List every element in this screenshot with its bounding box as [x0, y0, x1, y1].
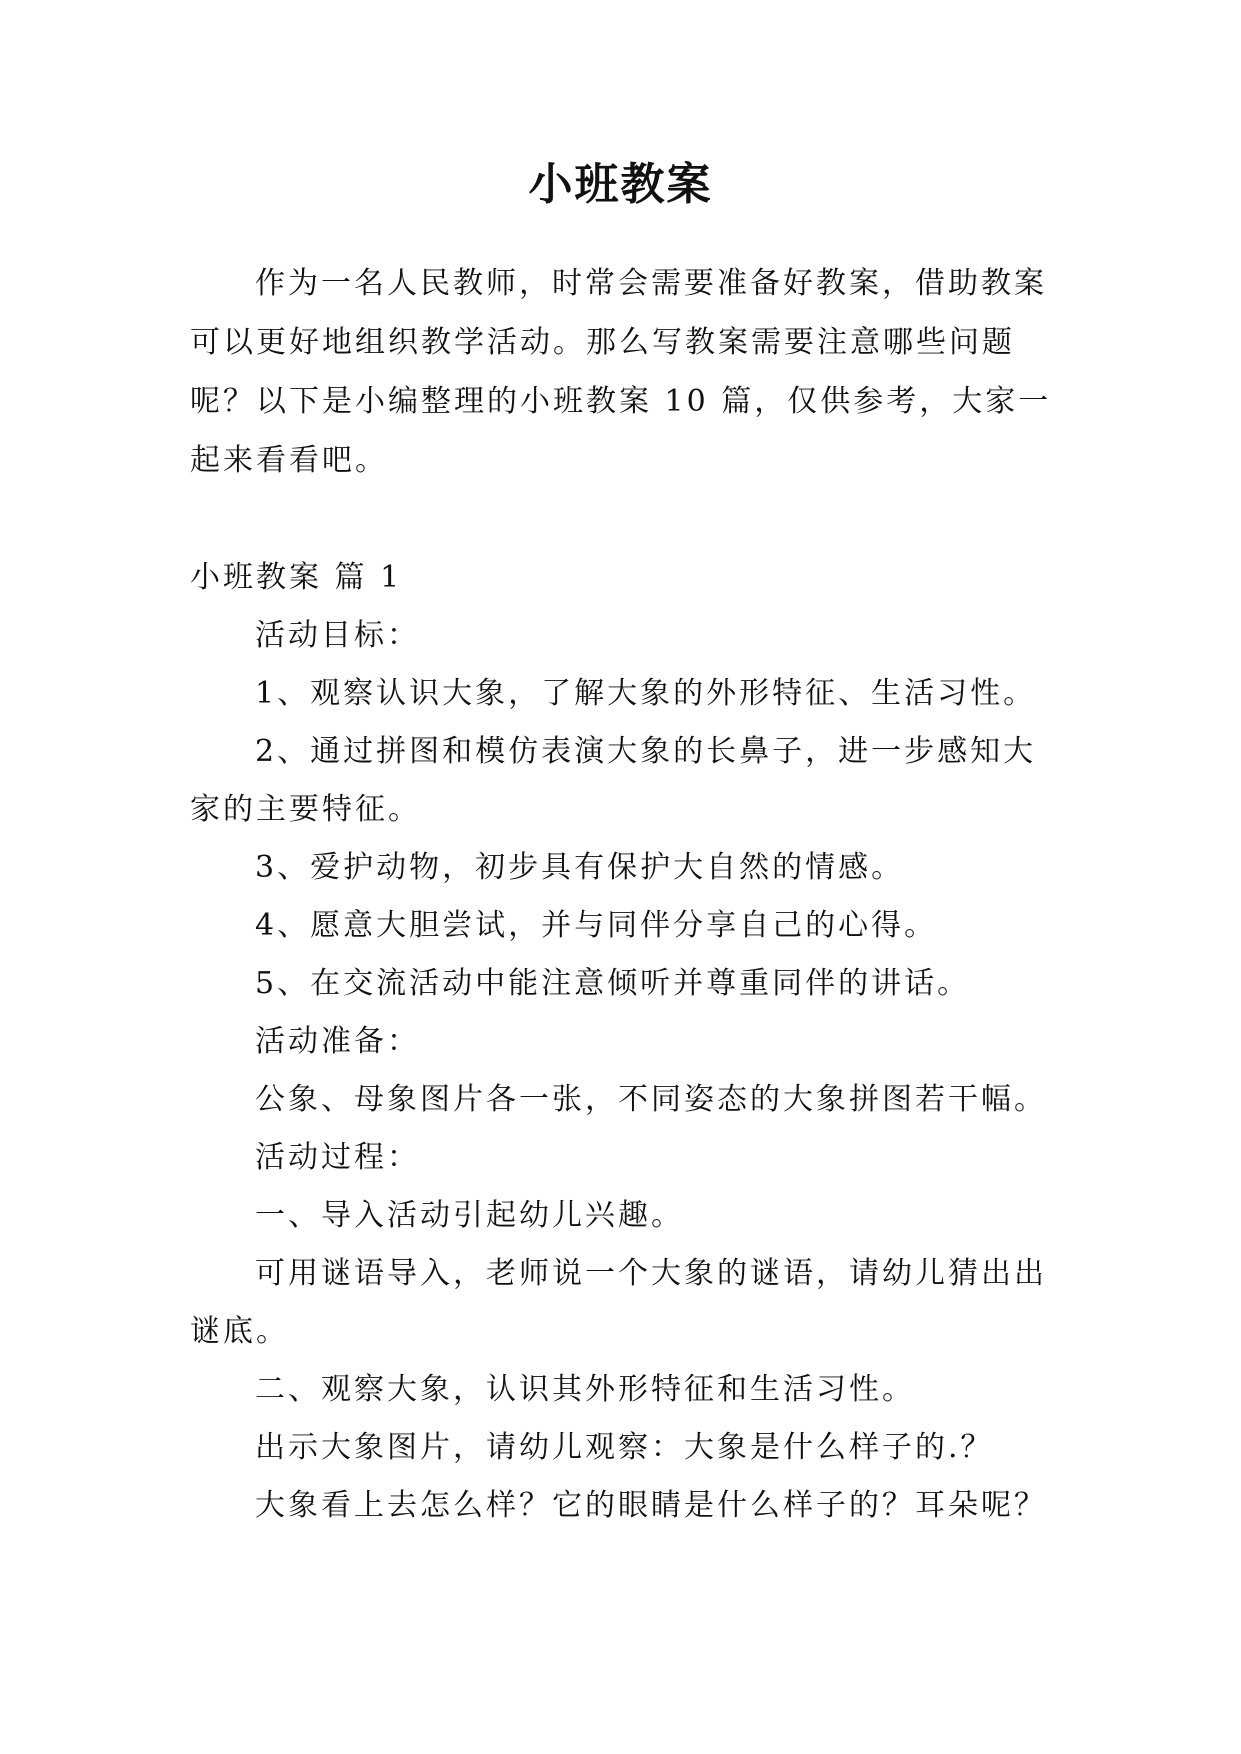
- paragraph-line: 活动过程：: [255, 1140, 420, 1175]
- paragraph-line: 二、观察大象，认识其外形特征和生活习性。: [255, 1372, 915, 1407]
- paragraph-line: 1、观察认识大象，了解大象的外形特征、生活习性。: [255, 676, 1037, 711]
- paragraph-line: 4、愿意大胆尝试，并与同伴分享自己的心得。: [255, 908, 938, 943]
- paragraph-line: 大象看上去怎么样？它的眼睛是什么样子的？耳朵呢？: [255, 1488, 1047, 1523]
- paragraph-line: 谜底。: [190, 1314, 289, 1349]
- paragraph-line: 公象、母象图片各一张，不同姿态的大象拼图若干幅。: [255, 1082, 1047, 1117]
- paragraph-line: 出示大象图片，请幼儿观察：大象是什么样子的.？: [255, 1430, 994, 1465]
- paragraph-line: 2、通过拼图和模仿表演大象的长鼻子，进一步感知大: [255, 734, 1037, 769]
- section-heading: 小班教案 篇 1: [190, 560, 403, 595]
- document-title: 小班教案: [528, 159, 713, 210]
- intro-line-1: 作为一名人民教师，时常会需要准备好教案，借助教案: [255, 266, 1047, 301]
- intro-line-3: 呢？以下是小编整理的小班教案 10 篇，仅供参考，大家一: [190, 384, 1052, 419]
- paragraph-line: 3、爱护动物，初步具有保护大自然的情感。: [255, 850, 905, 885]
- intro-line-4: 起来看看吧。: [190, 443, 388, 478]
- intro-line-2: 可以更好地组织教学活动。那么写教案需要注意哪些问题: [190, 325, 1015, 360]
- paragraph-line: 一、导入活动引起幼儿兴趣。: [255, 1198, 684, 1233]
- paragraph-line: 活动目标：: [255, 618, 420, 653]
- paragraph-line: 家的主要特征。: [190, 792, 421, 827]
- paragraph-line: 5、在交流活动中能注意倾听并尊重同伴的讲话。: [255, 966, 971, 1001]
- paragraph-line: 活动准备：: [255, 1024, 420, 1059]
- paragraph-line: 可用谜语导入，老师说一个大象的谜语，请幼儿猜出出: [255, 1256, 1047, 1291]
